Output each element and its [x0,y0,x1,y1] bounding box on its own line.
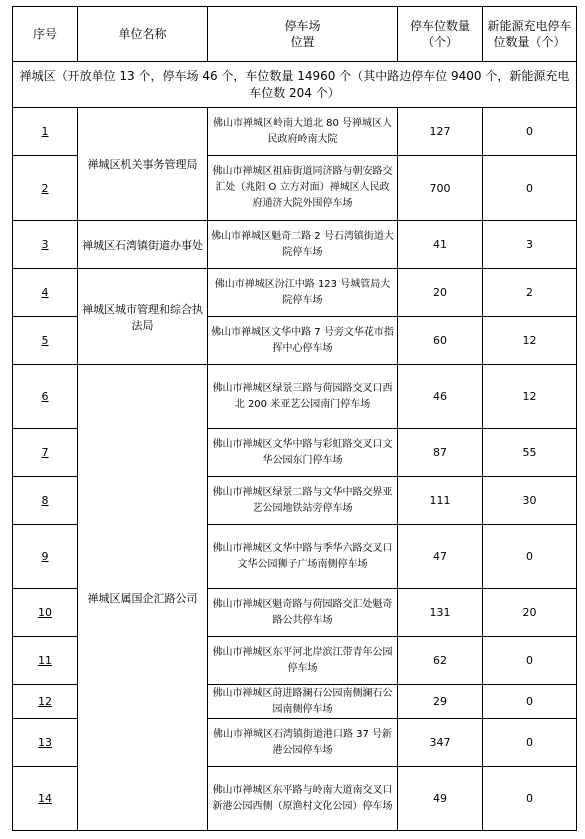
parking-location: 佛山市禅城区汾江中路 123 号城管局大院停车场 [208,269,398,317]
row-index-link[interactable]: 5 [13,317,78,365]
ev-spaces: 0 [483,525,577,589]
ev-spaces: 12 [483,317,577,365]
parking-spaces: 41 [398,221,483,269]
ev-spaces: 55 [483,429,577,477]
parking-location: 佛山市禅城区文华中路 7 号旁文华花市指挥中心停车场 [208,317,398,365]
table-row [13,269,577,317]
row-index-link[interactable]: 10 [13,589,78,637]
header-spaces: 停车位数量（个） [398,7,483,62]
parking-spaces: 347 [398,719,483,767]
parking-location: 佛山市禅城区岭南大道北 80 号禅城区人民政府岭南大院 [208,108,398,156]
parking-spaces: 46 [398,365,483,429]
parking-spaces: 49 [398,767,483,831]
header-row [13,7,577,62]
row-index-link[interactable]: 6 [13,365,78,429]
ev-spaces: 2 [483,269,577,317]
unit-name: 禅城区属国企汇路公司 [78,365,208,831]
parking-location: 佛山市禅城区魁奇路与荷园路交汇处魁奇路公共停车场 [208,589,398,637]
row-index-link[interactable]: 3 [13,221,78,269]
parking-spaces: 29 [398,685,483,719]
header-ev: 新能源充电停车位数量（个） [483,7,577,62]
unit-name: 禅城区城市管理和综合执法局 [78,269,208,365]
parking-spaces: 700 [398,156,483,221]
row-index-link[interactable]: 9 [13,525,78,589]
row-index-link[interactable]: 14 [13,767,78,831]
parking-location: 佛山市禅城区绿景三路与荷园路交叉口西北 200 米亚艺公园南门停车场 [208,365,398,429]
parking-location: 佛山市禅城区东平河北岸滨江带青年公园停车场 [208,637,398,685]
ev-spaces: 30 [483,477,577,525]
parking-location: 佛山市禅城区魁奇二路 2 号石湾镇街道大院停车场 [208,221,398,269]
ev-spaces: 12 [483,365,577,429]
parking-spaces: 62 [398,637,483,685]
row-index-link[interactable]: 2 [13,156,78,221]
header-unit: 单位名称 [78,7,208,62]
ev-spaces: 0 [483,156,577,221]
ev-spaces: 20 [483,589,577,637]
parking-spaces: 87 [398,429,483,477]
ev-spaces: 0 [483,685,577,719]
parking-spaces: 60 [398,317,483,365]
header-index: 序号 [13,7,78,62]
parking-location: 佛山市禅城区文华中路与季华六路交叉口文华公园狮子广场南侧停车场 [208,525,398,589]
parking-location: 佛山市禅城区文华中路与彩虹路交叉口文华公园东门停车场 [208,429,398,477]
row-index-link[interactable]: 8 [13,477,78,525]
row-index-link[interactable]: 12 [13,685,78,719]
row-index-link[interactable]: 11 [13,637,78,685]
parking-spaces: 47 [398,525,483,589]
ev-spaces: 3 [483,221,577,269]
ev-spaces: 0 [483,637,577,685]
row-index-link[interactable]: 4 [13,269,78,317]
parking-location: 佛山市禅城区祖庙街道同济路与朝安路交汇处（兆阳 O 立方对面）禅城区人民政府通济大院外围停车场 [208,156,398,221]
table-row [13,221,577,269]
parking-location: 佛山市禅城区石湾镇街道港口路 37 号新港公园停车场 [208,719,398,767]
table-row [13,108,577,156]
region-row [13,62,577,108]
row-index-link[interactable]: 1 [13,108,78,156]
parking-spaces: 127 [398,108,483,156]
ev-spaces: 0 [483,108,577,156]
ev-spaces: 0 [483,767,577,831]
parking-location: 佛山市禅城区莳进路澜石公园南侧澜石公园南侧停车场 [208,685,398,719]
parking-spaces: 20 [398,269,483,317]
region-summary: 禅城区（开放单位 13 个，停车场 46 个，车位数量 14960 个（其中路边停车位 9400 个，新能源充电车位数 204 个） [13,62,577,108]
row-index-link[interactable]: 7 [13,429,78,477]
ev-spaces: 0 [483,719,577,767]
unit-name: 禅城区机关事务管理局 [78,108,208,221]
table-row [13,365,577,429]
parking-location: 佛山市禅城区绿景二路与文华中路交界亚艺公园地铁站旁停车场 [208,477,398,525]
row-index-link[interactable]: 13 [13,719,78,767]
header-location: 停车场 位置 [208,7,398,62]
parking-table [12,6,577,831]
parking-spaces: 111 [398,477,483,525]
unit-name: 禅城区石湾镇街道办事处 [78,221,208,269]
parking-spaces: 131 [398,589,483,637]
parking-location: 佛山市禅城区东平路与岭南大道南交叉口新港公园西侧（原渔村文化公园）停车场 [208,767,398,831]
